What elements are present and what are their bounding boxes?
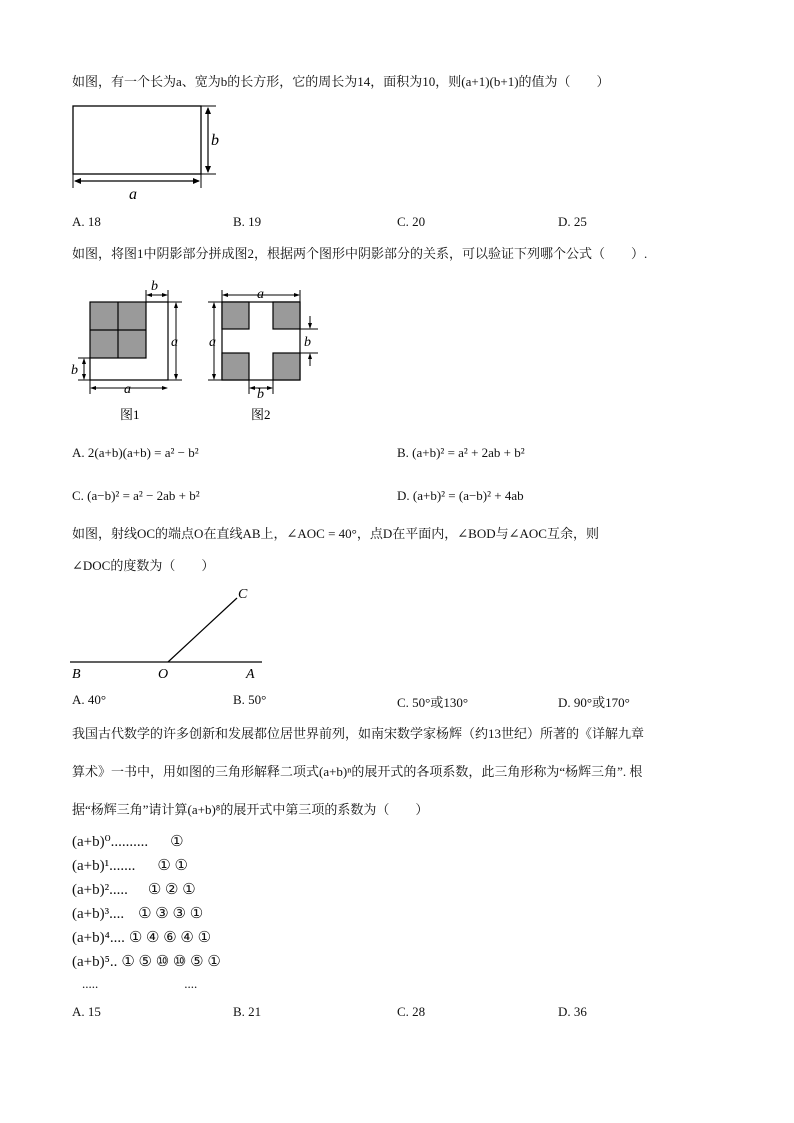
figure-2 [208,287,318,422]
question-10-text-line3: 据“杨辉三角”请计算(a+b)⁸的展开式中第三项的系数为（ ） [72,802,429,817]
label-a: a [129,186,137,202]
length-arrow-left [74,178,81,184]
row-dots: .......... [110,834,149,850]
fig2-label-b-right: b [304,335,311,350]
question-8-text: 如图，将图1中阴影部分拼成图2，根据两个图形中阴影部分的关系，可以验证下列哪个公式（ ）. [72,246,648,261]
question-7-rectangle-figure [66,100,226,202]
width-arrow-top [205,107,211,114]
ray-oc [168,598,237,662]
row-power: (a+b)¹ [72,858,110,874]
q8-option-b[interactable]: B. (a+b)² = a² + 2ab + b² [397,445,525,460]
fig1-label-b-top: b [151,279,158,294]
row-dots: .... [109,930,125,946]
label-a: A [246,667,255,682]
q10-option-a[interactable]: A. 15 [72,1004,101,1019]
length-arrow-right [193,178,200,184]
label-c: C [238,587,248,602]
triangle-row [72,952,221,976]
triangle-row [72,856,221,880]
q8-option-c[interactable]: C. (a−b)² = a² − 2ab + b² [72,488,200,503]
q7-option-b[interactable]: B. 19 [233,214,262,229]
row-coefficients: ① ① [157,858,189,874]
q8-option-d[interactable]: D. (a+b)² = (a−b)² + 4ab [397,488,524,503]
triangle-row [72,904,221,928]
row-coefficients: ① ⑤ ⑩ ⑩ ⑤ ① [121,954,221,970]
row-coefficients: ① ④ ⑥ ④ ① [128,930,212,946]
row-power: (a+b)⁰ [72,834,111,850]
question-9-text-line2: ∠DOC的度数为（ ） [72,558,215,573]
question-9-figure [66,584,276,684]
triangle-row [72,928,221,952]
question-10-text-line1: 我国古代数学的许多创新和发展都位居世界前列，如南宋数学家杨辉（约13世纪）所著的《详解九章 [72,726,645,741]
fig2-label-a-top: a [257,287,264,302]
question-10-text-line2: 算术》一书中，用如图的三角形解释二项式(a+b)ⁿ的展开式的各项系数，此三角形称为“杨辉三角”. 根 [72,764,643,779]
question-7-text: 如图，有一个长为a、宽为b的长方形，它的周长为14，面积为10，则(a+1)(b+1)的值为（ ） [72,74,610,89]
q10-option-d[interactable]: D. 36 [558,1004,587,1019]
row-dots: ....... [109,858,136,874]
fig1-label-a-right: a [171,335,178,350]
label-o: O [158,667,169,682]
q9-option-a[interactable]: A. 40° [72,692,107,707]
row-power: (a+b)³ [72,906,110,922]
triangle-row [72,880,221,904]
row-dots: ..... [109,882,128,898]
q9-option-d[interactable]: D. 90°或170° [558,695,630,710]
width-arrow-bottom [205,166,211,173]
fig2-label-a-left: a [209,335,216,350]
rectangle-shape [73,106,201,174]
fig1-caption: 图1 [120,407,140,422]
fig2-label-b-bottom: b [257,387,264,402]
row-coefficients: ① ③ ③ ① [138,906,204,922]
fig1-label-b-left: b [71,363,78,378]
row-power: (a+b)² [72,882,110,898]
yanghui-triangle [72,832,221,994]
q7-option-c[interactable]: C. 20 [397,214,426,229]
row-dots: .. [109,954,118,970]
label-b: b [211,132,219,149]
fig1-label-a-bottom: a [124,382,131,397]
triangle-continuation: ..... .... [82,976,198,991]
q9-option-c[interactable]: C. 50°或130° [397,695,469,710]
question-9-text-line1: 如图，射线OC的端点O在直线AB上，∠AOC = 40°，点D在平面内，∠BOD与∠AOC互余，则 [72,526,599,541]
row-power: (a+b)⁵ [72,954,110,970]
q10-option-b[interactable]: B. 21 [233,1004,262,1019]
row-coefficients: ① [170,834,184,850]
fig2-caption: 图2 [251,407,271,422]
row-power: (a+b)⁴ [72,930,110,946]
question-8-figure [66,278,326,428]
q7-option-a[interactable]: A. 18 [72,214,101,229]
triangle-row [72,832,221,856]
figure-1 [71,279,182,422]
q8-option-a[interactable]: A. 2(a+b)(a+b) = a² − b² [72,445,199,460]
label-b: B [72,667,81,682]
q10-option-c[interactable]: C. 28 [397,1004,426,1019]
q7-option-d[interactable]: D. 25 [558,214,587,229]
row-coefficients: ① ② ① [147,882,196,898]
q9-option-b[interactable]: B. 50° [233,692,267,707]
row-dots: .... [109,906,125,922]
